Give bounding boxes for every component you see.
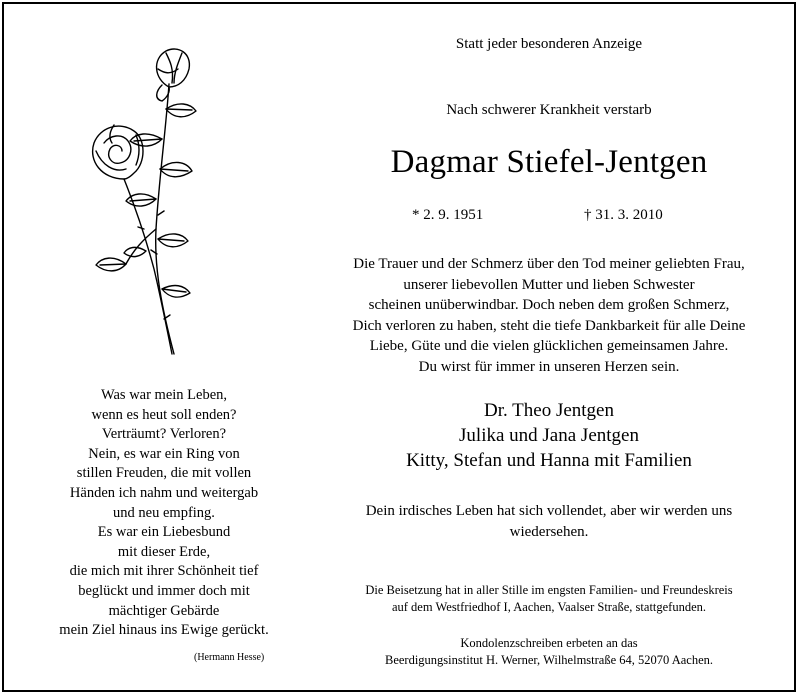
burial-info [309,582,789,616]
poem-line: Nein, es war ein Ring von [88,445,240,462]
condolence-line: Kondolenzschreiben erbeten an das [460,636,638,650]
death-date: † 31. 3. 2010 [584,207,663,223]
tribute-line: unserer liebevollen Mutter und lieben Schwester [403,276,695,293]
poem-line: mein Ziel hinaus ins Ewige gerückt. [59,622,269,639]
poem [14,386,314,641]
poem-line: beglückt und immer doch mit [78,582,250,599]
notice-intro: Nach schwerer Krankheit verstarb [446,102,652,118]
poem-author: (Hermann Hesse) [194,652,265,663]
mourner-line: Julika und Jana Jentgen [459,425,639,446]
farewell-text [309,501,789,542]
tribute-line: Liebe, Güte und die vielen glücklichen gemeinsamen Jahre. [369,338,729,354]
poem-line: mächtiger Gebärde [108,602,220,619]
poem-line: mit dieser Erde, [117,543,211,560]
tribute-line: scheinen unüberwindbar. Doch neben dem großen Schmerz, [368,297,730,313]
poem-line: und neu empfing. [113,504,215,521]
poem-line: Es war ein Liebesbund [97,524,231,541]
poem-line: stillen Freuden, die mit vollen [76,465,252,482]
poem-line: die mich mit ihrer Schönheit tief [69,563,259,580]
condolence-line: Beerdigungsinstitut H. Werner, Wilhelmstraße 64, 52070 Aachen. [384,653,714,667]
mourners-list [309,398,789,473]
farewell-line: Dein irdisches Leben hat sich vollendet, aber wir werden uns [365,503,733,519]
tribute-text [309,254,789,377]
burial-line: auf dem Westfriedhof I, Aachen, Vaalser Straße, stattgefunden. [391,600,707,614]
notice-heading: Statt jeder besonderen Anzeige [455,36,643,52]
condolence-info [309,635,789,669]
mourner-line: Dr. Theo Jentgen [484,400,614,421]
mourner-line: Kitty, Stefan und Hanna mit Familien [406,450,692,471]
farewell-line: wiedersehen. [509,523,589,540]
tribute-line: Dich verloren zu haben, steht die tiefe Dankbarkeit für alle Deine [352,317,746,334]
poem-line: wenn es heut soll enden? [91,406,237,423]
tribute-line: Du wirst für immer in unseren Herzen sein. [418,358,680,375]
tribute-line: Die Trauer und der Schmerz über den Tod meiner geliebten Frau, [353,256,745,272]
obituary-notice [2,2,796,692]
poem-line: Verträumt? Verloren? [101,426,227,443]
burial-line: Die Beisetzung hat in aller Stille im engsten Familien- und Freundeskreis [365,583,733,597]
rose-icon [74,39,224,359]
poem-line: Händen ich nahm und weitergab [69,484,259,501]
poem-line: Was war mein Leben, [100,387,228,403]
deceased-name: Dagmar Stiefel-Jentgen [390,144,708,180]
birth-date: * 2. 9. 1951 [412,207,484,223]
